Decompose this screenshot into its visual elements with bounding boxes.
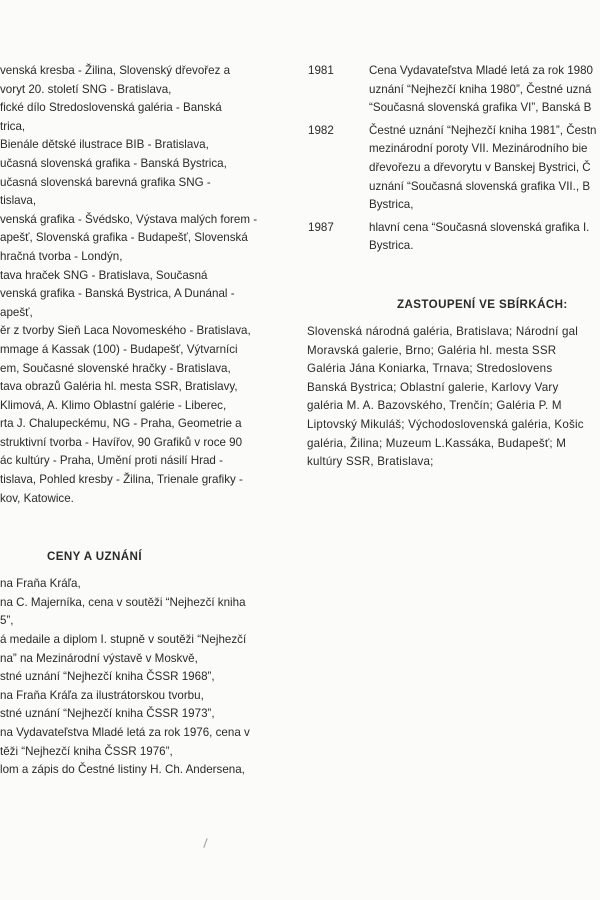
right-column	[300, 62, 600, 472]
award-text-line: hlavní cena “Současná slovenská grafika I.	[369, 220, 590, 234]
collection-line: kultúry SSR, Bratislava;	[307, 455, 434, 469]
exhibition-line: tava obrazů Galéria hl. mesta SSR, Bratislavy,	[0, 380, 238, 394]
exhibition-line: apešť, Slovenská grafika - Budapešť, Slovenská	[0, 231, 248, 245]
award-line: na Fraňa Kráľa za ilustrátorskou tvorbu,	[0, 688, 204, 702]
award-text-line: uznání “Nejhezčí kniha 1980”, Čestné uzná	[369, 82, 592, 96]
award-text-line: “Současná slovenská grafika VI”, Banská B	[369, 101, 592, 115]
award-text	[369, 62, 600, 118]
award-year: 1982	[308, 123, 334, 137]
award-line: těži “Nejhezčí kniha ČSSR 1976”,	[0, 744, 173, 758]
exhibitions-list	[0, 62, 282, 508]
collection-line: Galéria Jána Koniarka, Trnava; Stredoslovens	[307, 362, 553, 376]
award-line: á medaile a diplom I. stupně v soutěži “Nejhezčí	[0, 633, 247, 647]
award-text	[369, 122, 600, 215]
awards-list	[0, 575, 282, 780]
exhibition-line: Bienále dětské ilustrace BIB - Bratislava,	[0, 138, 209, 152]
award-year: 1981	[308, 64, 334, 77]
collection-line: Liptovský Mikuláš; Východoslovenská galéria, Košic	[307, 417, 584, 431]
exhibition-line: hračná tvorba - Londýn,	[0, 249, 123, 263]
exhibition-line: tava hraček SNG - Bratislava, Současná	[0, 268, 208, 282]
right-awards-list	[300, 62, 600, 256]
award-line: na Fraňa Kráľa,	[0, 577, 81, 591]
collection-line: Banská Bystrica; Oblastní galerie, Karlovy Vary	[307, 380, 559, 394]
award-text-line: Bystrica,	[369, 198, 414, 212]
exhibition-line: mmage á Kassak (100) - Budapešť, Výtvarníci	[0, 342, 238, 356]
award-line: na C. Majerníka, cena v soutěži “Nejhezčí kniha	[0, 595, 246, 609]
exhibition-line: venská grafika - Banská Bystrica, A Dunánal -	[0, 287, 235, 301]
award-text-line: dřevořezu a dřevorytu v Banskej Bystrici, Č	[369, 160, 591, 174]
exhibition-line: voryt 20. století SNG - Bratislava,	[0, 82, 172, 96]
award-entry	[300, 122, 600, 215]
exhibition-line: Klimová, A. Klimo Oblastní galérie - Liberec,	[0, 398, 227, 412]
collection-line: Slovenská národná galéria, Bratislava; Národní gal	[307, 324, 579, 338]
award-year: 1987	[308, 220, 334, 234]
award-text-line: Bystrica.	[369, 239, 414, 253]
award-text-line: Cena Vydavateľstva Mladé letá za rok 1980	[369, 64, 594, 77]
award-line: 5”,	[0, 614, 14, 628]
exhibition-line: trica,	[0, 119, 26, 133]
exhibition-line: struktivní tvorba - Havířov, 90 Grafiků v roce 90	[0, 435, 243, 449]
award-text	[369, 219, 600, 256]
exhibition-line: em, Současné slovenské hračky - Bratislava,	[0, 361, 231, 375]
award-entry	[300, 62, 600, 118]
award-line: na Vydavateľstva Mladé letá za rok 1976, cena v	[0, 726, 250, 739]
award-line: stné uznání “Nejhezčí kniha ČSSR 1968”,	[0, 670, 215, 684]
exhibition-line: tislava,	[0, 194, 37, 208]
exhibition-line: apešť,	[0, 305, 33, 319]
collections-list	[300, 323, 600, 472]
collection-line: galéria, Žilina; Muzeum L.Kassáka, Budapešť; M	[307, 436, 567, 450]
collection-line: Moravská galerie, Brno; Galéria hl. mesta SSR	[307, 343, 557, 357]
exhibition-line: kov, Katowice.	[0, 491, 74, 505]
exhibition-line: fické dílo Stredoslovenská galéria - Banská	[0, 101, 222, 115]
collection-line: galéria M. A. Bazovského, Trenčín; Galéria P. M	[307, 399, 562, 413]
award-text-line: Čestné uznání “Nejhezčí kniha 1981”, Čestn	[369, 123, 597, 137]
award-line: stné uznání “Nejhezčí kniha ČSSR 1973”,	[0, 707, 215, 721]
exhibition-line: venská kresba - Žilina, Slovenský dřevořez a	[0, 64, 231, 77]
awards-heading: CENY A UZNÁNÍ	[47, 550, 142, 564]
award-line: lom a zápis do Čestné listiny H. Ch. Andersena,	[0, 763, 245, 777]
award-entry	[300, 219, 600, 256]
exhibition-line: ěr z tvorby Sieň Laca Novomeského - Bratislava,	[0, 324, 251, 338]
award-line: na” na Mezinárodní výstavě v Moskvě,	[0, 651, 198, 665]
award-text-line: mezinárodní poroty VII. Mezinárodního bie	[369, 142, 588, 156]
exhibition-line: učasná slovenská barevná grafika SNG -	[0, 175, 211, 189]
pencil-mark	[203, 838, 207, 848]
exhibition-line: ác kultúry - Praha, Umění proti násilí Hrad -	[0, 454, 223, 468]
collections-heading: ZASTOUPENÍ VE SBÍRKÁCH:	[397, 297, 568, 311]
exhibition-line: učasná slovenská grafika - Banská Bystrica,	[0, 156, 227, 170]
exhibition-line: tislava, Pohled kresby - Žilina, Trienale grafiky -	[0, 473, 243, 487]
exhibition-line: venská grafika - Švédsko, Výstava malých forem -	[0, 212, 258, 226]
left-column	[0, 62, 282, 780]
exhibition-line: rta J. Chalupeckému, NG - Praha, Geometrie a	[0, 417, 242, 431]
award-text-line: uznání “Současná slovenská grafika VII., B	[369, 179, 591, 193]
